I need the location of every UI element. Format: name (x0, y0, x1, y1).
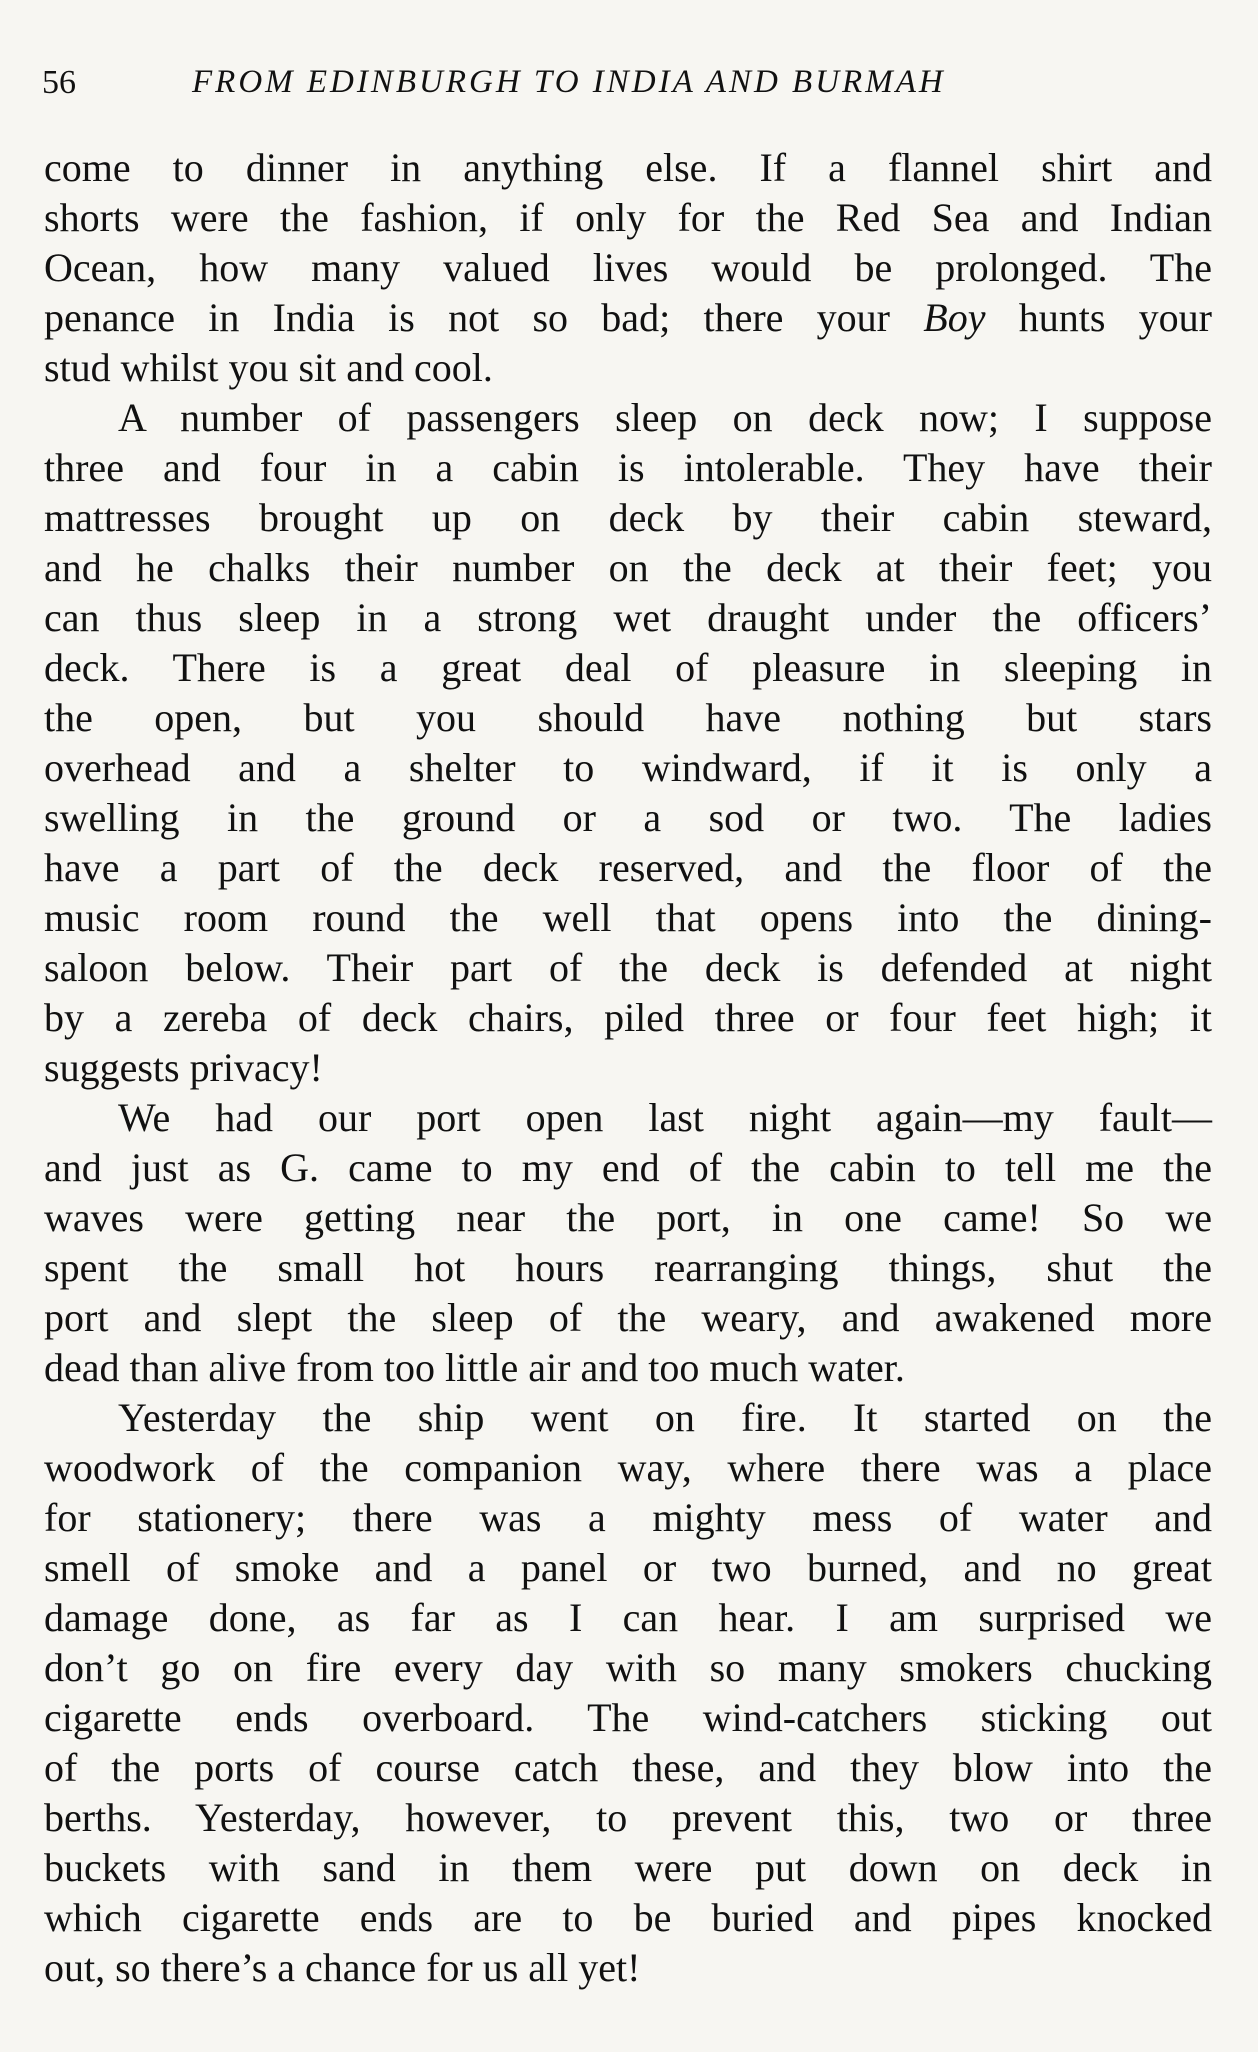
text-line (44, 1643, 1212, 1693)
text-line (44, 893, 1212, 943)
text-line (44, 1543, 1212, 1593)
text-line-content: stud whilst you sit and cool. (44, 345, 493, 390)
body-text (44, 143, 1212, 1993)
text-line-content: dead than alive from too little air and too much water. (44, 1345, 905, 1390)
text-line (44, 443, 1212, 493)
text-line-content: three and four in a cabin is intolerable. They have their (44, 445, 1212, 490)
page-number: 56 (42, 64, 76, 101)
text-line (44, 1743, 1212, 1793)
text-line-content: overhead and a shelter to windward, if it is only a (44, 745, 1212, 790)
text-line-content: port and slept the sleep of the weary, and awakened more (44, 1295, 1212, 1340)
text-line (44, 1493, 1212, 1543)
text-line (44, 1443, 1212, 1493)
text-line-content: buckets with sand in them were put down on deck in (44, 1845, 1212, 1890)
text-line-content: of the ports of course catch these, and they blow into the (44, 1745, 1212, 1790)
text-line-content: spent the small hot hours rearranging things, shut the (44, 1245, 1212, 1290)
text-line-content: suggests privacy! (44, 1045, 323, 1090)
text-line-content: which cigarette ends are to be buried and pipes knocked (44, 1895, 1212, 1940)
text-line-content: by a zereba of deck chairs, piled three or four feet high; it (44, 995, 1212, 1040)
text-line (44, 243, 1212, 293)
text-line (44, 1043, 1212, 1093)
text-line-content: penance in India is not so bad; there your (44, 295, 924, 340)
text-line-continuation: hunts your (985, 295, 1212, 340)
text-line (44, 843, 1212, 893)
text-line-content: swelling in the ground or a sod or two. The ladies (44, 795, 1212, 840)
text-line-content: and just as G. came to my end of the cabin to tell me the (44, 1145, 1212, 1190)
text-line (44, 1143, 1212, 1193)
text-line (44, 193, 1212, 243)
text-line-content: berths. Yesterday, however, to prevent this, two or three (44, 1795, 1212, 1840)
text-line-content: mattresses brought up on deck by their cabin steward, (44, 495, 1212, 540)
text-line-content: A number of passengers sleep on deck now; I suppose (118, 395, 1212, 440)
text-line (44, 1893, 1212, 1943)
text-line (44, 1293, 1212, 1343)
text-line (44, 943, 1212, 993)
text-line (44, 293, 1212, 343)
text-line (44, 593, 1212, 643)
text-line-content: and he chalks their number on the deck at their feet; you (44, 545, 1212, 590)
text-line-content: come to dinner in anything else. If a flannel shirt and (44, 145, 1212, 190)
text-line-content: for stationery; there was a mighty mess of water and (44, 1495, 1212, 1540)
text-line-content: smell of smoke and a panel or two burned, and no great (44, 1545, 1212, 1590)
text-line-content: saloon below. Their part of the deck is defended at night (44, 945, 1212, 990)
text-line-content: Ocean, how many valued lives would be prolonged. The (44, 245, 1212, 290)
text-line-content: can thus sleep in a strong wet draught under the officers’ (44, 595, 1212, 640)
text-line (44, 1593, 1212, 1643)
text-line (44, 693, 1212, 743)
text-line-content: out, so there’s a chance for us all yet! (44, 1945, 641, 1990)
text-line-content: woodwork of the companion way, where there was a place (44, 1445, 1212, 1490)
text-line (44, 1343, 1212, 1393)
text-line-content: damage done, as far as I can hear. I am surprised we (44, 1595, 1212, 1640)
text-line-content: have a part of the deck reserved, and the floor of the (44, 845, 1212, 890)
text-line (44, 1393, 1212, 1443)
text-line (44, 143, 1212, 193)
text-line-content: deck. There is a great deal of pleasure in sleeping in (44, 645, 1212, 690)
running-head: FROM EDINBURGH TO INDIA AND BURMAH (192, 64, 946, 100)
text-line (44, 1093, 1212, 1143)
text-line (44, 1693, 1212, 1743)
text-line (44, 493, 1212, 543)
text-line-content: Yesterday the ship went on fire. It started on the (118, 1395, 1212, 1440)
text-line (44, 543, 1212, 593)
text-line (44, 1793, 1212, 1843)
text-line (44, 393, 1212, 443)
text-line (44, 643, 1212, 693)
text-line-content: shorts were the fashion, if only for the Red Sea and Indian (44, 195, 1212, 240)
text-line (44, 1243, 1212, 1293)
text-line-content: We had our port open last night again—my fault— (118, 1095, 1212, 1140)
text-line (44, 1193, 1212, 1243)
italic-word: Boy (923, 295, 986, 340)
text-line-content: waves were getting near the port, in one came! So we (44, 1195, 1212, 1240)
text-line (44, 343, 1212, 393)
page-header (42, 60, 1212, 110)
text-line-content: the open, but you should have nothing but stars (44, 695, 1212, 740)
text-line (44, 1843, 1212, 1893)
text-line (44, 793, 1212, 843)
text-line (44, 1943, 1212, 1993)
text-line-content: cigarette ends overboard. The wind-catchers sticking out (44, 1695, 1212, 1740)
text-line (44, 743, 1212, 793)
text-line (44, 993, 1212, 1043)
text-line-content: music room round the well that opens into the dining- (44, 895, 1212, 940)
text-line-content: don’t go on fire every day with so many smokers chucking (44, 1645, 1212, 1690)
